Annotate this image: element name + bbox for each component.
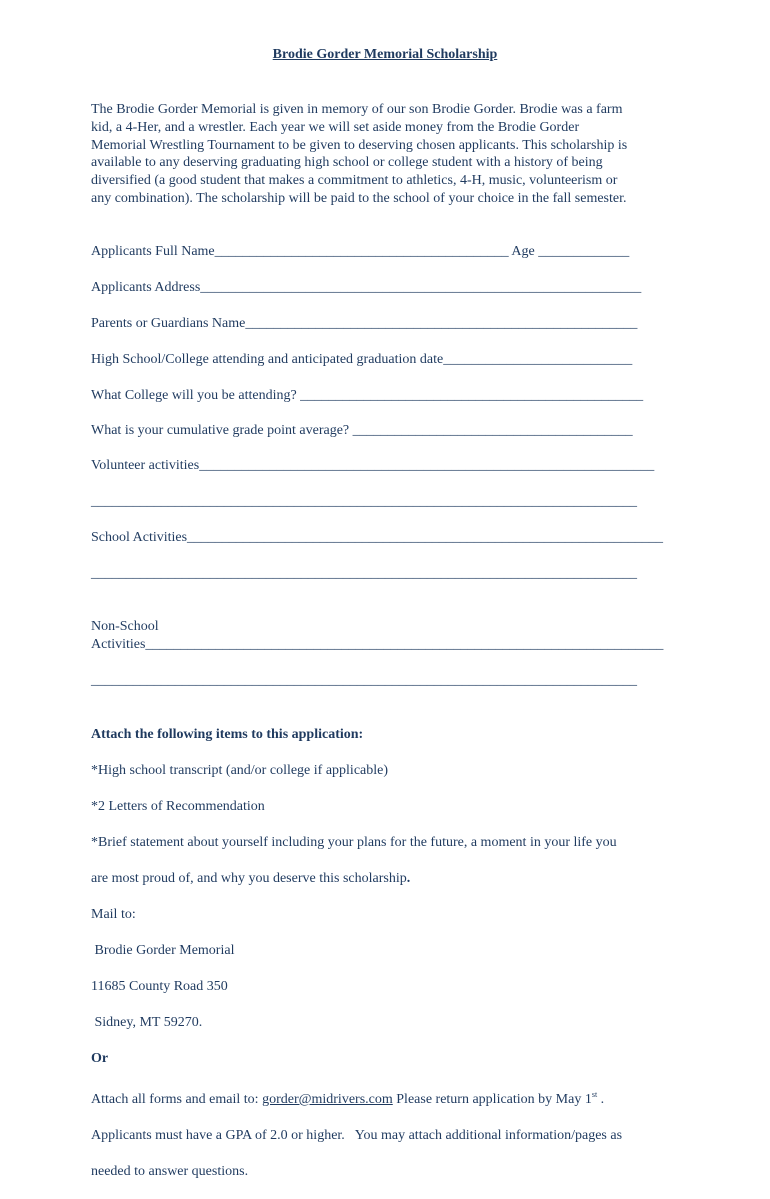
parents-field[interactable]: Parents or Guardians Name________________________________________________________ — [91, 316, 638, 331]
intro-paragraph: The Brodie Gorder Memorial is given in memory of our son Brodie Gorder. Brodie was a farm kid, a 4-Her, and a wrestler. Each year we will set aside money from the Brodie Gorder Memorial Wrestling Tournament to be given to deserving chosen applicants. This scholarship is available to any deserving graduating high school or college student with a history of being diversified (a good student that makes a commitment to athletics, 4-H, music, volunteerism or any combination). The scholarship will be paid to the school of your choice in the fall semester. — [91, 102, 628, 206]
gpa-requirement-note-cont: needed to answer questions. — [91, 1164, 249, 1179]
mail-to-label: Mail to: — [91, 907, 136, 922]
school-activities-line-2[interactable]: ______________________________________________________________________________ — [91, 566, 637, 581]
volunteer-line-2[interactable]: ______________________________________________________________________________ — [91, 494, 637, 509]
attach-heading: Attach the following items to this application: — [91, 727, 364, 742]
page-title: Brodie Gorder Memorial Scholarship — [272, 47, 498, 62]
non-school-label: Non-School — [91, 619, 159, 634]
email-suffix: Please return application by May 1 — [392, 1092, 592, 1107]
email-instructions — [91, 1086, 622, 1109]
attach-item-letters: *2 Letters of Recommendation — [91, 799, 265, 814]
attachments-section — [91, 708, 622, 1199]
non-school-line-2[interactable]: ______________________________________________________________________________ — [91, 673, 637, 688]
email-link[interactable]: gorder@midrivers.com — [262, 1092, 393, 1107]
school-activities-field[interactable]: School Activities____________________________________________________________________ — [91, 530, 664, 545]
mail-address-line-3: Sidney, MT 59270. — [91, 1015, 203, 1030]
statement-period: . — [406, 871, 411, 886]
attach-item-statement: *Brief statement about yourself including your plans for the future, a moment in your life you — [91, 835, 617, 850]
statement-cont-text: are most proud of, and why you deserve this scholarship — [91, 871, 407, 886]
attach-item-transcript: *High school transcript (and/or college if applicable) — [91, 763, 389, 778]
email-prefix: Attach all forms and email to: — [91, 1092, 263, 1107]
email-end: . — [597, 1092, 605, 1107]
full-name-field[interactable]: Applicants Full Name__________________________________________ Age _____________ — [91, 244, 630, 259]
mail-address-line-1: Brodie Gorder Memorial — [91, 943, 235, 958]
gpa-requirement-note: Applicants must have a GPA of 2.0 or higher. You may attach additional information/pages as — [91, 1128, 623, 1143]
or-label: Or — [91, 1051, 109, 1066]
school-field[interactable]: High School/College attending and anticipated graduation date___________________________ — [91, 352, 633, 367]
attach-item-statement-cont — [91, 870, 622, 888]
college-field[interactable]: What College will you be attending? _________________________________________________ — [91, 388, 644, 403]
address-field[interactable]: Applicants Address_______________________________________________________________ — [91, 280, 642, 295]
volunteer-field[interactable]: Volunteer activities_________________________________________________________________ — [91, 458, 655, 473]
mail-address-line-2: 11685 County Road 350 — [91, 979, 228, 994]
gpa-field[interactable]: What is your cumulative grade point average? ________________________________________ — [91, 423, 633, 438]
non-school-activities-field[interactable]: Activities__________________________________________________________________________ — [91, 637, 664, 652]
date-superscript: st — [591, 1090, 598, 1099]
